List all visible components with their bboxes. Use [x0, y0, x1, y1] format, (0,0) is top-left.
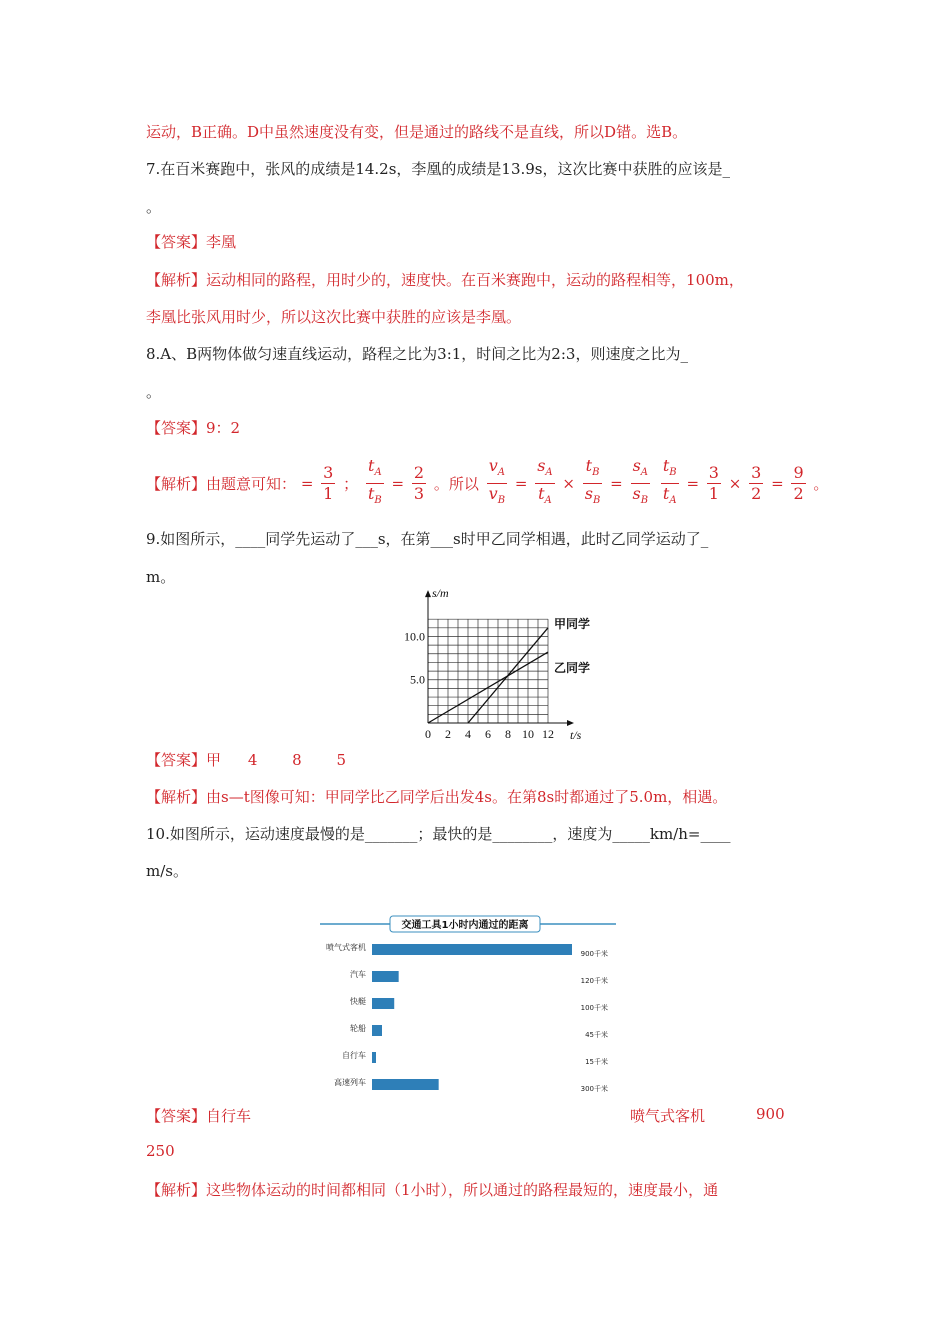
x-tick-label: 4: [465, 727, 471, 741]
y-axis-arrow: [425, 590, 431, 597]
category-label: 快艇: [350, 997, 366, 1006]
answer-10: [146, 1105, 796, 1126]
explanation-text: 这些物体运动的时间都相同（1小时），所以通过的路程最短的，速度最小，通: [206, 1181, 719, 1199]
fraction-9-2: $\frac{9}{2}$: [793, 463, 804, 504]
answer-item: 自行车: [206, 1107, 252, 1125]
times-sign: ×: [562, 474, 575, 493]
question-10-end: m/s。: [146, 862, 188, 880]
bar: [372, 944, 572, 955]
equals-sign: =: [686, 474, 700, 493]
x-tick-label: 2: [445, 727, 451, 741]
value-label: 100千米: [580, 1004, 608, 1012]
bar: [372, 998, 394, 1009]
explanation-9: [146, 786, 727, 807]
fraction-tB-tA: $\frac{t_B}{t_A}$: [662, 456, 677, 507]
explanation-text: 。: [813, 475, 829, 494]
equals-sign: =: [391, 474, 405, 493]
fraction-tA-tB: $\frac{t_A}{t_B}$: [367, 456, 382, 507]
value-label: 45千米: [585, 1031, 608, 1039]
category-label: 高速列车: [334, 1078, 366, 1087]
answer-7: [146, 231, 236, 252]
x-tick-label: 0: [425, 727, 431, 741]
bar: [372, 971, 399, 982]
answer-tag: 【答案】: [146, 419, 207, 437]
answer-text: 9：2: [206, 419, 241, 437]
explanation-tag: 【解析】: [146, 271, 207, 289]
fraction-sA-tA: $\frac{s_A}{t_A}$: [537, 456, 553, 507]
fraction-t-ratio: $\frac{2}{3}$: [413, 463, 425, 504]
bar: [372, 1052, 376, 1063]
chart-title: 交通工具1小时内通过的距离: [401, 920, 529, 931]
explanation-text: 运动相同的路程，用时少的，速度快。在百米赛跑中，运动的路程相等，100m，: [206, 271, 744, 289]
fraction-sA-sB: $\frac{s_A}{s_B}$: [632, 456, 649, 507]
explanation-text: 由s—t图像可知：甲同学比乙同学后出发4s。在第8s时都通过了5.0m，相遇。: [206, 788, 728, 806]
y-axis-label: s/m: [432, 586, 449, 601]
explanation-tag: 【解析】: [146, 788, 207, 806]
fraction-3-1: $\frac{3}{1}$: [708, 463, 719, 504]
fraction-s-ratio: $\frac{3}{1}$: [323, 463, 334, 504]
answer-item: 甲: [206, 751, 222, 769]
explanation-text: 由题意可知：: [206, 475, 297, 494]
category-label: 轮船: [350, 1024, 366, 1033]
x-tick-label: 8: [505, 727, 511, 741]
explanation-tag: 【解析】: [146, 475, 207, 494]
x-axis-label: t/s: [570, 728, 582, 742]
category-label: 汽车: [350, 970, 366, 979]
fraction-tB-sB: $\frac{t_B}{s_B}$: [584, 456, 601, 507]
answer-item: 900: [756, 1105, 785, 1123]
fraction-vA-vB: $\frac{v_A}{v_B}$: [488, 456, 506, 507]
times-sign: ×: [728, 474, 742, 493]
question-9: 9.如图所示，____同学先运动了___s，在第___s时甲乙同学相遇，此时乙同学运动了_: [146, 530, 709, 548]
vehicle-distance-chart: [318, 916, 618, 1092]
s-t-graph: [390, 586, 591, 748]
answer-9: [146, 749, 346, 770]
question-7: 7.在百米赛跑中，张风的成绩是14.2s，李凰的成绩是13.9s，这次比赛中获胜的应该是_: [146, 160, 731, 178]
category-label: 自行车: [342, 1051, 366, 1060]
equals-sign: =: [514, 474, 528, 493]
x-tick-label: 12: [542, 727, 554, 741]
answer-item: 5: [336, 751, 347, 769]
answer-item: 喷气式客机: [630, 1107, 706, 1125]
series-label: 乙同学: [554, 661, 591, 676]
answer-text: 李凰: [206, 233, 237, 251]
answer-8: [146, 417, 240, 438]
prev-explanation-tail: 运动，B正确。D中虽然速度没有变，但是通过的路线不是直线，所以D错。选B。: [146, 123, 688, 141]
category-label: 喷气式客机: [326, 943, 366, 952]
answer-item: 8: [292, 751, 302, 769]
x-tick-label: 6: [485, 727, 491, 741]
question-8-end: 。: [146, 383, 162, 401]
answer-tag: 【答案】: [146, 233, 207, 251]
explanation-8-formula: [146, 456, 828, 511]
explanation-10: [146, 1179, 718, 1200]
equals-sign: =: [610, 474, 623, 493]
explanation-7-line2: 李凰比张风用时少，所以这次比赛中获胜的应该是李凰。: [146, 308, 522, 326]
bar: [372, 1079, 439, 1090]
equals-sign: =: [771, 474, 784, 493]
answer-item: 4: [247, 751, 258, 769]
value-label: 15千米: [585, 1058, 608, 1066]
explanation-7-line1: [146, 269, 744, 290]
explanation-text: 。所以: [433, 475, 479, 494]
answer-tag: 【答案】: [146, 1107, 207, 1125]
explanation-tag: 【解析】: [146, 1181, 207, 1199]
fraction-3-2: $\frac{3}{2}$: [751, 463, 762, 504]
question-10: 10.如图所示，运动速度最慢的是_______；最快的是________，速度为_____km/h=____: [146, 825, 731, 843]
value-label: 120千米: [580, 977, 608, 985]
semicolon: ；: [343, 475, 359, 494]
value-label: 900千米: [580, 950, 608, 958]
answer-10-line2: 250: [146, 1142, 175, 1160]
value-label: 300千米: [580, 1085, 608, 1093]
x-axis-arrow: [567, 720, 574, 726]
x-tick-label: 10: [522, 727, 534, 741]
bar: [372, 1025, 382, 1036]
equals-sign: =: [300, 474, 314, 493]
answer-tag: 【答案】: [146, 751, 207, 769]
question-7-end: 。: [146, 198, 162, 216]
question-8: 8.A、B两物体做匀速直线运动，路程之比为3:1，时间之比为2:3，则速度之比为_: [146, 345, 688, 363]
y-tick-label: 10.0: [404, 629, 425, 644]
series-label: 甲同学: [554, 616, 591, 631]
y-tick-label: 5.0: [410, 672, 425, 687]
question-9-end: m。: [146, 568, 176, 586]
